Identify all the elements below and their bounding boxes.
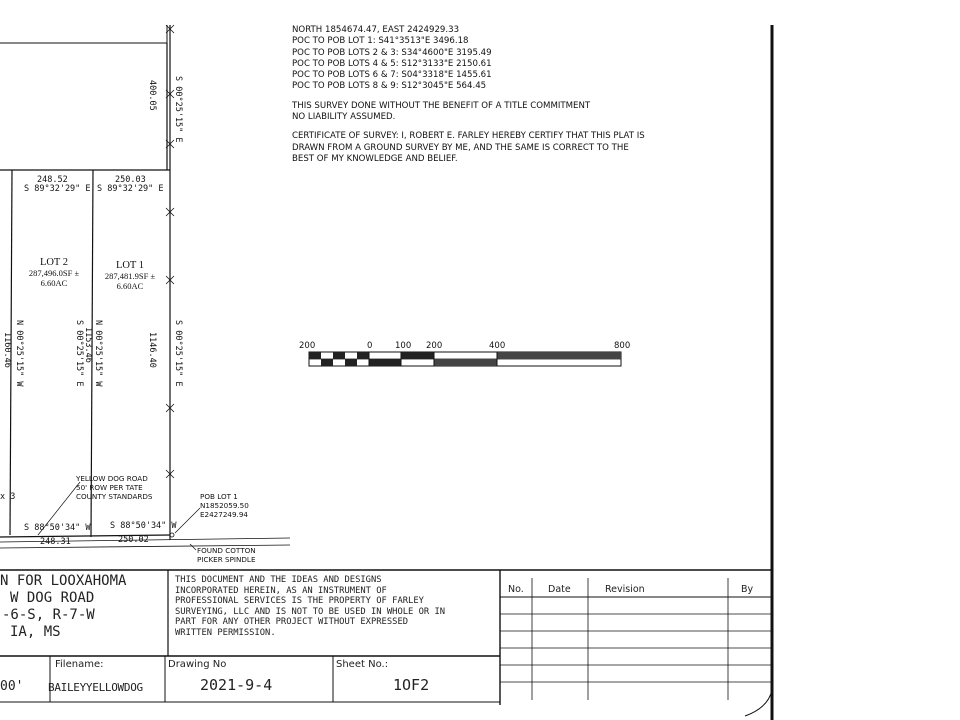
notes-certificate-3: BEST OF MY KNOWLEDGE AND BELIEF. xyxy=(292,153,458,164)
edge-mark: x 3 xyxy=(0,492,16,502)
scale-label-100: 100 xyxy=(395,341,412,351)
drawing-no-value: 2021-9-4 xyxy=(200,676,273,694)
east-lower-dist: 1146.40 xyxy=(147,332,157,368)
rev-header-by: By xyxy=(741,584,754,595)
mid-left-brg2: S 00°25'15" E xyxy=(74,320,84,387)
ownership-notice xyxy=(175,575,445,639)
left-brg: N 00°25'15" W xyxy=(14,320,24,387)
scale-label-200: 200 xyxy=(426,341,443,351)
east-upper-dist: 400.05 xyxy=(147,80,157,111)
pob-lot1-note xyxy=(200,493,249,519)
project-title-2: W DOG ROAD xyxy=(10,590,95,606)
project-title-1: N FOR LOOXAHOMA xyxy=(0,573,127,589)
lot2-label xyxy=(26,258,82,288)
top-brg-lot2: S 89°32'29" E xyxy=(24,184,91,194)
found-line-1: FOUND COTTON xyxy=(197,546,256,555)
scale-fragment: 00' xyxy=(0,679,24,694)
mid-left-brg: N 00°25'15" W xyxy=(93,320,103,387)
filename-label: Filename: xyxy=(55,659,104,670)
top-brg-lot1: S 89°32'29" E xyxy=(97,184,164,194)
bottom-brg-lot1: S 88°50'34" W xyxy=(110,521,177,531)
lot1-area-ac: 6.60AC xyxy=(116,281,144,291)
top-dist-lot2: 248.52 xyxy=(37,175,68,185)
lot1-area-sf: 287,481.9SF ± xyxy=(104,271,156,281)
road-note-1: YELLOW DOG ROAD xyxy=(76,474,148,483)
lot1-label xyxy=(100,261,160,291)
notes-disclaimer-1: THIS SURVEY DONE WITHOUT THE BENEFIT OF A TITLE COMMITMENT xyxy=(292,100,591,111)
notes-poc-4: POC TO POB LOTS 6 & 7: S04°3318"E 1455.61 xyxy=(292,70,492,81)
notice-1: THIS DOCUMENT AND THE IDEAS AND DESIGNS xyxy=(175,575,382,585)
notice-2: INCORPORATED HEREIN, AS AN INSTRUMENT OF xyxy=(175,585,387,596)
survey-notes xyxy=(292,25,645,165)
found-line-2: PICKER SPINDLE xyxy=(197,554,256,564)
rev-header-date: Date xyxy=(548,584,571,595)
drawing-no-label: Drawing No xyxy=(168,659,227,670)
bottom-brg-lot2: S 88°50'34" W xyxy=(24,523,91,533)
sheet-no-label: Sheet No.: xyxy=(336,659,389,670)
east-upper-brg: S 00°25'15" E xyxy=(173,76,183,143)
notes-disclaimer-2: NO LIABILITY ASSUMED. xyxy=(292,112,396,123)
scale-label-200-left: 200 xyxy=(299,341,316,351)
scale-label-800: 800 xyxy=(614,341,631,351)
rev-header-no: No. xyxy=(508,584,524,595)
notice-3: PROFESSIONAL SERVICES IS THE PROPERTY OF FARLEY xyxy=(175,596,424,607)
sheet-no-value: 1OF2 xyxy=(393,676,430,694)
project-title-4: IA, MS xyxy=(10,624,61,640)
scale-label-0: 0 xyxy=(367,341,373,351)
found-monument-note xyxy=(197,547,256,565)
top-dist-lot1: 250.03 xyxy=(115,175,146,185)
road-note-3: COUNTY STANDARDS xyxy=(76,491,153,501)
lot1-name: LOT 1 xyxy=(115,260,145,271)
rev-header-revision: Revision xyxy=(605,584,645,595)
notice-4: SURVEYING, LLC AND IS NOT TO BE USED IN WHOLE OR IN xyxy=(175,606,446,617)
road-note xyxy=(76,475,152,501)
road-note-2: 50' ROW PER TATE xyxy=(76,482,143,492)
notes-certificate-1: CERTIFICATE OF SURVEY: I, ROBERT E. FARLEY HEREBY CERTIFY THAT THIS PLAT IS xyxy=(292,131,645,142)
pob-line-1: POB LOT 1 xyxy=(200,492,238,501)
notice-6: WRITTEN PERMISSION. xyxy=(175,627,276,638)
project-title-3: -6-S, R-7-W xyxy=(2,607,95,623)
notice-5: PART FOR ANY OTHER PROJECT WITHOUT EXPRESSED xyxy=(175,617,409,628)
pob-line-3: E2427249.94 xyxy=(200,509,248,519)
project-title xyxy=(0,573,126,641)
notes-poc-1: POC TO POB LOT 1: S41°3513"E 3496.18 xyxy=(292,36,469,47)
bottom-dist-lot1: 250.02 xyxy=(118,535,149,545)
scale-bar xyxy=(309,352,621,366)
scale-label-400: 400 xyxy=(489,341,506,351)
east-lower-brg: S 00°25'15" E xyxy=(173,320,183,387)
pob-line-2: N1852059.50 xyxy=(200,500,249,510)
notes-poc-3: POC TO POB LOTS 4 & 5: S12°3133"E 2150.61 xyxy=(292,58,492,69)
mid-left-dist: 1153.46 xyxy=(83,327,93,363)
lot2-area-ac: 6.60AC xyxy=(40,278,68,288)
bottom-dist-lot2: 248.31 xyxy=(40,537,71,547)
lot2-name: LOT 2 xyxy=(39,257,69,268)
left-dist: 1160.46 xyxy=(2,332,12,368)
notes-poc-2: POC TO POB LOTS 2 & 3: S34°4600"E 3195.49 xyxy=(292,47,492,58)
filename-value: BAILEYYELLOWDOG xyxy=(48,681,143,694)
notes-poc-5: POC TO POB LOTS 8 & 9: S12°3045"E 564.45 xyxy=(292,81,487,92)
lot2-area-sf: 287,496.0SF ± xyxy=(28,268,80,278)
notes-coords: NORTH 1854674.47, EAST 2424929.33 xyxy=(292,25,460,35)
notes-certificate-2: DRAWN FROM A GROUND SURVEY BY ME, AND THE SAME IS CORRECT TO THE xyxy=(292,142,629,153)
